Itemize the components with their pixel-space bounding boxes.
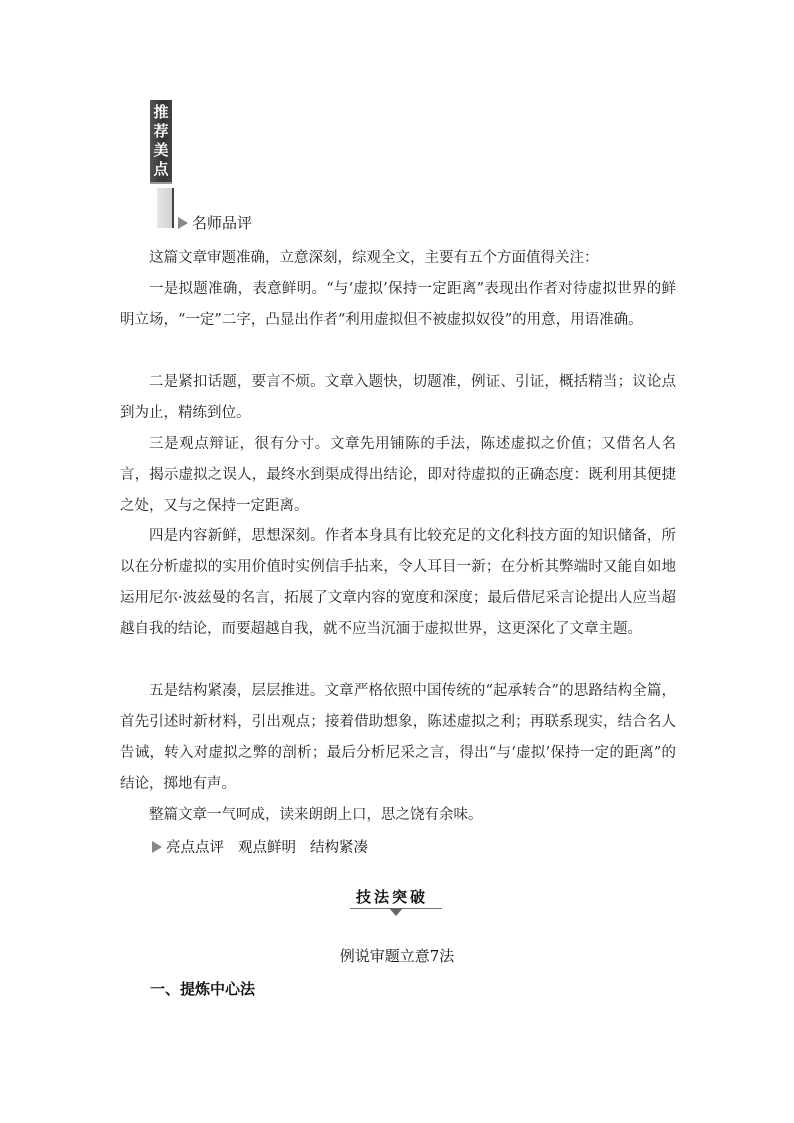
highlight-item: 观点鲜明 [238, 840, 296, 856]
down-arrow-icon [389, 908, 403, 916]
tag-underline [150, 182, 172, 184]
paragraph-point-4: 四是内容新鲜，思想深刻。作者本身具有比较充足的文化科技方面的知识储备，所以在分析虚拟的实用价值时实例信手拈来，令人耳目一新；在分析其弊端时又能自如地运用尼尔·波兹曼的名言，拓展了文章内容的宽度和深度；最后借尼采言论提出人应当超越自我的结论，而要超越自我，就不应当沉湎于虚拟世界，这更深化了文章主题。 [120, 528, 676, 637]
section-title: 技法突破 [356, 888, 429, 906]
triangle-icon [152, 841, 162, 853]
paragraph-intro: 这篇文章审题准确，立意深刻，综观全文，主要有五个方面值得关注： [149, 250, 599, 266]
section-heading-text: 名师品评 [192, 214, 253, 232]
highlight-item: 结构紧凑 [310, 840, 368, 856]
heading-bracket [157, 188, 173, 228]
paragraph-point-3: 三是观点辩证，很有分寸。文章先用铺陈的手法，陈述虚拟之价值；又借名人名言，揭示虚拟之误人，最终水到渠成得出结论，即对待虚拟的正确态度：既利用其便捷之处，又与之保持一定距离。 [120, 436, 676, 514]
tag-char: 点 [153, 160, 169, 178]
paragraph-summary: 整篇文章一气呵成，读来朗朗上口，思之饶有余味。 [149, 807, 483, 823]
recommend-tag [150, 100, 172, 182]
subtitle: 例说审题立意7法 [339, 947, 455, 965]
paragraph-point-2: 二是紧扣话题，要言不烦。文章入题快，切题准，例证、引证，概括精当；议论点到为止，精练到位。 [120, 374, 676, 421]
paragraph-point-5: 五是结构紧凑，层层推进。文章严格依照中国传统的“起承转合”的思路结构全篇，首先引述时新材料，引出观点；接着借助想象，陈述虚拟之利；再联系现实，结合名人告诫，转入对虚拟之弊的剖析；最后分析尼采之言，得出“与‘虚拟’保持一定的距离”的结论，掷地有声。 [120, 683, 676, 792]
tag-char: 美 [153, 141, 169, 159]
tag-char: 荐 [153, 122, 169, 140]
tag-char: 推 [153, 103, 169, 121]
heading-bracket-line [172, 188, 174, 228]
triangle-icon [178, 217, 188, 229]
highlight-label: 亮点点评 [166, 840, 224, 856]
heading-level-1: 一、提炼中心法 [150, 980, 256, 998]
paragraph-point-1: 一是拟题准确，表意鲜明。“与‘虚拟’保持一定距离”表现出作者对待虚拟世界的鲜明立场，“一定”二字，凸显出作者“利用虚拟但不被虚拟奴役”的用意，用语准确。 [120, 281, 676, 328]
section-heading [178, 212, 252, 233]
highlight-row [152, 836, 368, 857]
